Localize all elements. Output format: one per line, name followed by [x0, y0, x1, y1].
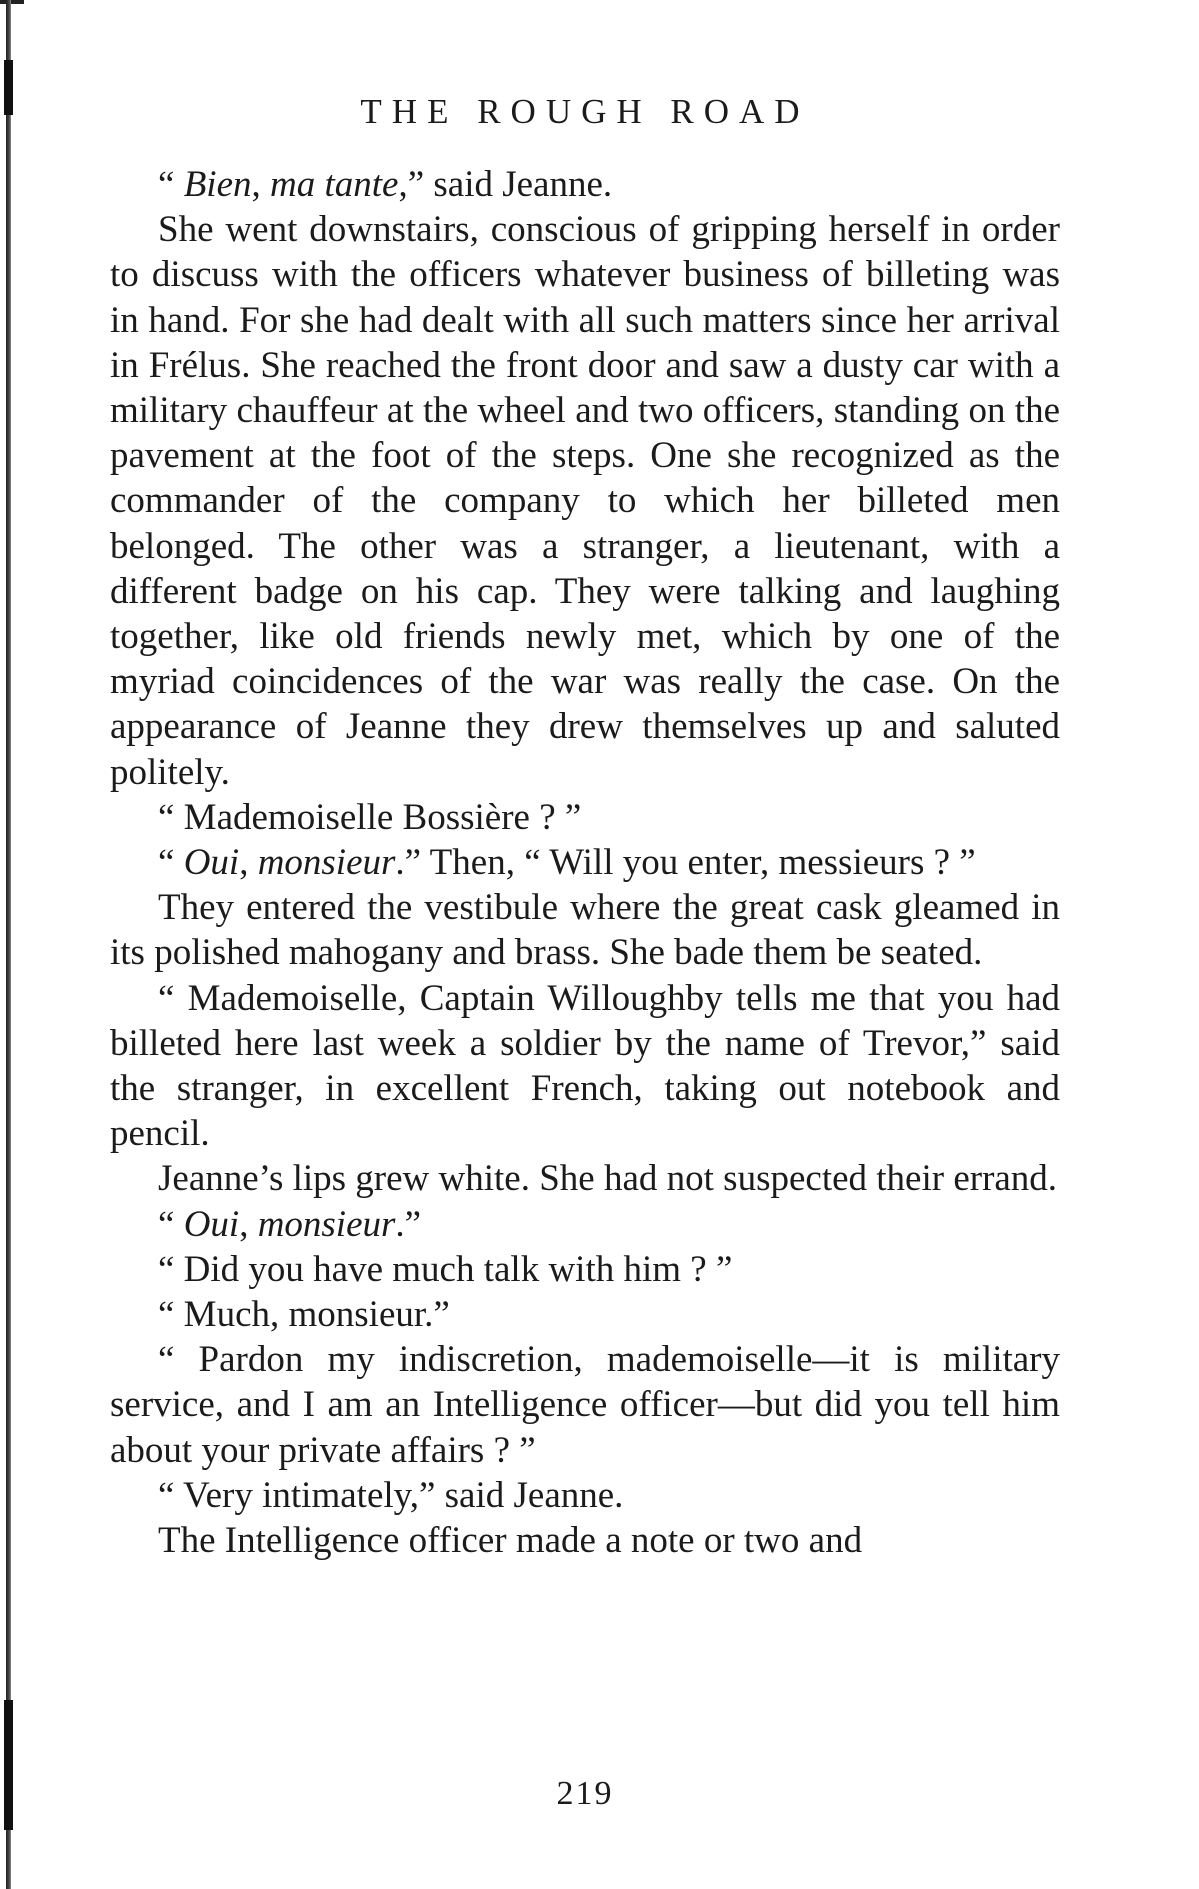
- italic-run: monsieur: [257, 1203, 396, 1245]
- text-run: “: [158, 164, 184, 205]
- binding-mark-lower: [4, 1700, 13, 1830]
- text-run: “: [158, 842, 184, 884]
- text-run: Jeanne’s lips grew white. She had not suspected their errand.: [158, 1158, 1058, 1200]
- page-number: 219: [556, 1775, 614, 1812]
- paragraph: [110, 1337, 1060, 1473]
- paragraph: [110, 1292, 1060, 1337]
- binding-mark-upper: [4, 60, 13, 115]
- text-run: ,: [251, 164, 270, 205]
- paragraph: [110, 885, 1060, 975]
- italic-run: Bien: [183, 164, 252, 205]
- text-run: “ Did you have much talk with him ? ”: [158, 1248, 733, 1290]
- paragraph: [110, 976, 1060, 1157]
- text-run: They entered the vestibule where the great cask gleamed in its polished mahogany and brass. She bade them be seated.: [110, 887, 1060, 974]
- running-head: THE ROUGH ROAD: [360, 92, 810, 131]
- text-run: “: [158, 1203, 184, 1245]
- text-run: .”: [395, 1203, 422, 1245]
- italic-run: Oui: [183, 1203, 240, 1245]
- body-text: [110, 162, 1060, 1563]
- binding-edge: [6, 0, 11, 1889]
- paragraph: [110, 1247, 1060, 1292]
- text-run: “ Pardon my indiscretion, mademoiselle—it is military service, and I am an Intelligence officer—but did you tell him about your private affairs ? ”: [110, 1339, 1060, 1471]
- text-run: “ Much, monsieur.”: [158, 1294, 450, 1336]
- paragraph: [110, 207, 1060, 795]
- paragraph: [110, 1518, 1060, 1563]
- text-run: .” Then, “ Will you enter, messieurs ? ”: [395, 842, 976, 884]
- paragraph: [110, 795, 1060, 840]
- text-run: “ Mademoiselle Bossière ? ”: [158, 796, 582, 838]
- paragraph: [110, 162, 1060, 207]
- paragraph: [110, 1473, 1060, 1518]
- text-run: The Intelligence officer made a note or two and: [158, 1520, 863, 1562]
- italic-run: Oui: [183, 842, 240, 884]
- binding-edge-top: [0, 0, 24, 4]
- italic-run: monsieur: [257, 842, 396, 884]
- text-run: ,” said Jeanne.: [398, 164, 613, 205]
- text-run: ,: [239, 842, 258, 884]
- text-run: She went downstairs, conscious of gripping herself in order to discuss with the officers whatever business of billeting was in hand. For she had dealt with all such matters since her arrival in Frélus. She reached the front door and saw a dusty car with a military chauffeur at the wheel and two officers, standing on the pavement at the foot of the steps. One she recognized as the commander of the company to which her billeted men belonged. The other was a stranger, a lieutenant, with a different badge on his cap. They were talking and laughing together, like old friends newly met, which by one of the myriad coincidences of the war was really the case. On the appearance of Jeanne they drew themselves up and saluted politely.: [110, 209, 1060, 793]
- text-run: ,: [239, 1203, 258, 1245]
- text-run: “ Mademoiselle, Captain Willoughby tells me that you had billeted here last week a soldier by the name of Trevor,” said the stranger, in excellent French, taking out notebook and pencil.: [110, 977, 1060, 1155]
- text-run: “ Very intimately,” said Jeanne.: [158, 1474, 624, 1516]
- paragraph: [110, 1202, 1060, 1247]
- paragraph: [110, 1156, 1060, 1201]
- italic-run: ma tante: [270, 164, 399, 205]
- paragraph: [110, 840, 1060, 885]
